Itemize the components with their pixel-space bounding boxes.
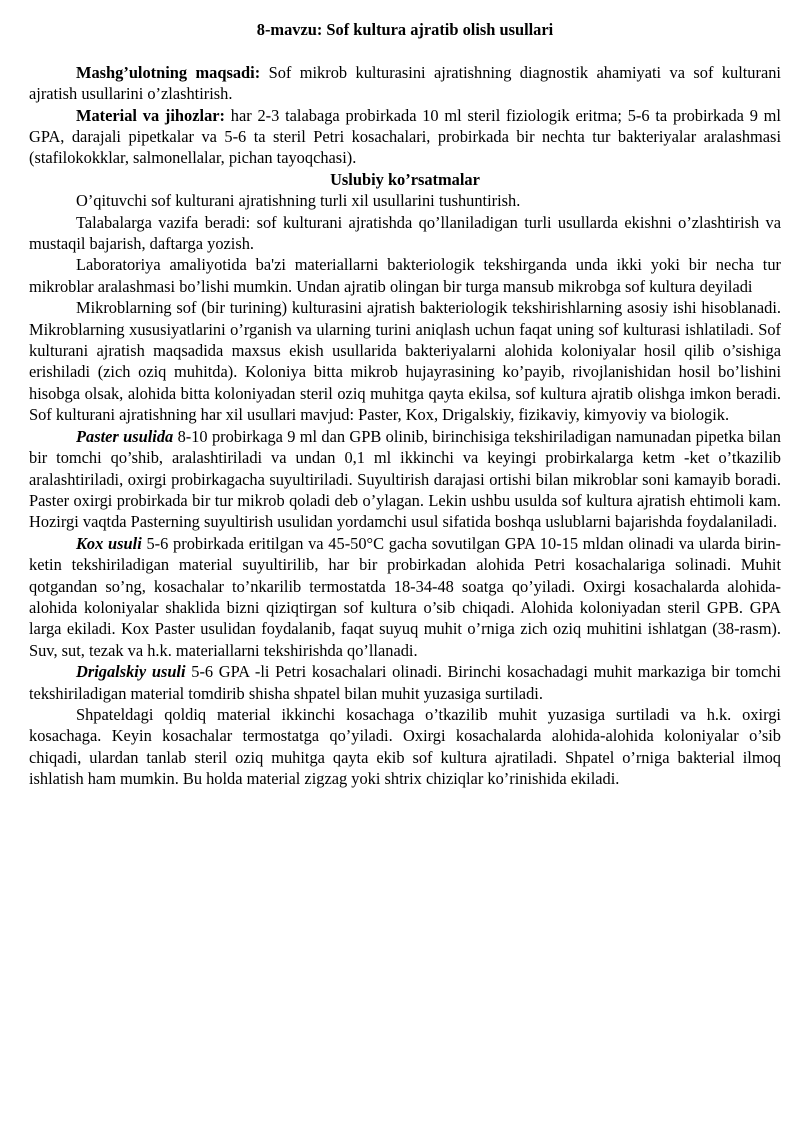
guidelines-heading: Uslubiy ko’rsatmalar (330, 169, 480, 189)
drigalskiy-method-label: Drigalskiy usuli (76, 662, 186, 682)
drigalskiy-method-paragraph (29, 661, 781, 704)
closing-paragraph: Shpateldagi qoldiq material ikkinchi kosachaga o’tkazilib muhit yuzasiga surtiladi va h.k. oxirgi kosachaga. Keyin kosachalar termostatga qo’yiladi. Oxirgi kosachalarda alohida-alohida koloniyalar o’sib chiqadi, ulardan tanlab steril oziq muhitga qayta ekib sof kultura ajratiladi. Shpatel o’rniga bakterial ilmoq ishlatish ham mumkin. Bu holda material zigzag yoki shtrix chiziqlar ko’rinishida ekiladi. (29, 704, 781, 789)
goal-label: Mashg’ulotning maqsadi: (76, 62, 261, 82)
materials-label: Material va jihozlar: (76, 105, 225, 125)
paster-method-label: Paster usulida (76, 426, 174, 446)
paragraph-pure-culture: Mikroblarning sof (bir turining) kulturasini ajratish bakteriologik tekshirishlarning asosiy ishi hisoblanadi. Mikroblarning xususiyatlarini o’rganish va ularning turini aniqlash uchun faqat uning sof kulturasi ishlatiladi. Sof kulturani ajratish maqsadida maxsus ekish usullarida bakteriyalarni alohida koloniyalar hosil qilib o’sishiga erishiladi (zich oziq muhitda). Koloniya bitta mikrob hujayrasining ko’payib, rivojlanishidan hosil bo’lishini hisobga olsak, alohida bitta koloniyadan steril oziq muhitga qayta ekilsa, sof kultura ajratib olishga imkon beradi. Sof kulturani ajratishning har xil usullari mavjud: Paster, Kox, Drigalskiy, fizikaviy, kimyoviy va biologik. (29, 298, 781, 425)
materials-text: har 2-3 talabaga probirkada 10 ml steril fiziologik eritma; 5-6 ta probirkada 9 ml GPA, darajali pipetkalar va 5-6 ta steril Petri kosachalari, probirkada bir nechta tur bakteriyalar aralashmasi (stafilokokklar, salmonellalar, pichan tayoqchasi). (29, 105, 781, 168)
page-title: 8-mavzu: Sof kultura ajratib olish usullari (256, 20, 554, 39)
materials-paragraph (29, 105, 781, 169)
kox-method-label: Kox usuli (76, 533, 142, 553)
goal-paragraph (29, 62, 781, 105)
kox-method-paragraph (29, 533, 781, 661)
paragraph-mixture: Laboratoriya amaliyotida ba'zi materiallarni bakteriologik tekshirganda unda ikki yoki bir necha tur mikroblar aralashmasi bo’lishi mumkin. Undan ajratib olingan bir turga mansub mikrobga sof kultura deyiladi (29, 255, 781, 296)
goal-text: Sof mikrob kulturasini ajratishning diagnostik ahamiyati va sof kulturani ajratish usullarini o’zlashtirish. (29, 62, 781, 104)
paragraph-intro: O’qituvchi sof kulturani ajratishning turli xil usullarini tushuntirish. (76, 191, 521, 211)
paster-method-paragraph (29, 426, 781, 533)
drigalskiy-method-text: 5-6 GPA -li Petri kosachalari olinadi. Birinchi kosachadagi muhit markaziga bir tomchi tekshiriladigan material tomdirib shisha shpatel bilan muhit yuzasiga surtiladi. (29, 662, 781, 703)
kox-method-text: 5-6 probirkada eritilgan va 45-50°C gacha sovutilgan GPA 10-15 mldan olinadi va ularda birin-ketin tekshiriladigan material suyultirilib, har bir probirkadan alohida Petri kosachalariga solinadi. Muhit qotgandan so’ng, kosachalar to’nkarilib termostatda 18-34-48 soatga qo’yiladi. Oxirgi kosachalarda alohida-alohida koloniyalar shaklida bizni qiziqtirgan sof kultura o’sib chiqadi. Alohida koloniyadan steril GPB. GPA larga ekiladi. Kox Paster usulidan foydalanib, faqat suyuq muhit o’rniga zich oziq muhitini ishlatgan (38-rasm). Suv, sut, tezak va h.k. materiallarni tekshirishda qo’llanadi. (29, 533, 781, 660)
paster-method-text: 8-10 probirkaga 9 ml dan GPB olinib, birinchisiga tekshiriladigan namunadan pipetka bilan bir tomchi qo’shib, aralashtiriladi va undan 0,1 ml ikkinchi va keyingi probirkalarga ketm -ket o’tkazilib aralashtiriladi, oxirgi probirkagacha suyultiriladi. Suyultirish darajasi ortishi bilan mikroblar soni kamayib boradi. Paster oxirgi probirkada bir tur mikrob qoladi deb o’ylagan. Lekin ushbu usulda sof kultura ajratish ehtimoli kam. Hozirgi vaqtda Pasterning suyultirish usulidan yordamchi usul sifatida boshqa uslublarni bajarishda foydalaniladi. (29, 426, 781, 532)
paragraph-task: Talabalarga vazifa beradi: sof kulturani ajratishda qo’llaniladigan turli usullarda ekishni o’zlashtirish va mustaqil bajarish, daftarga yozish. (29, 212, 781, 254)
